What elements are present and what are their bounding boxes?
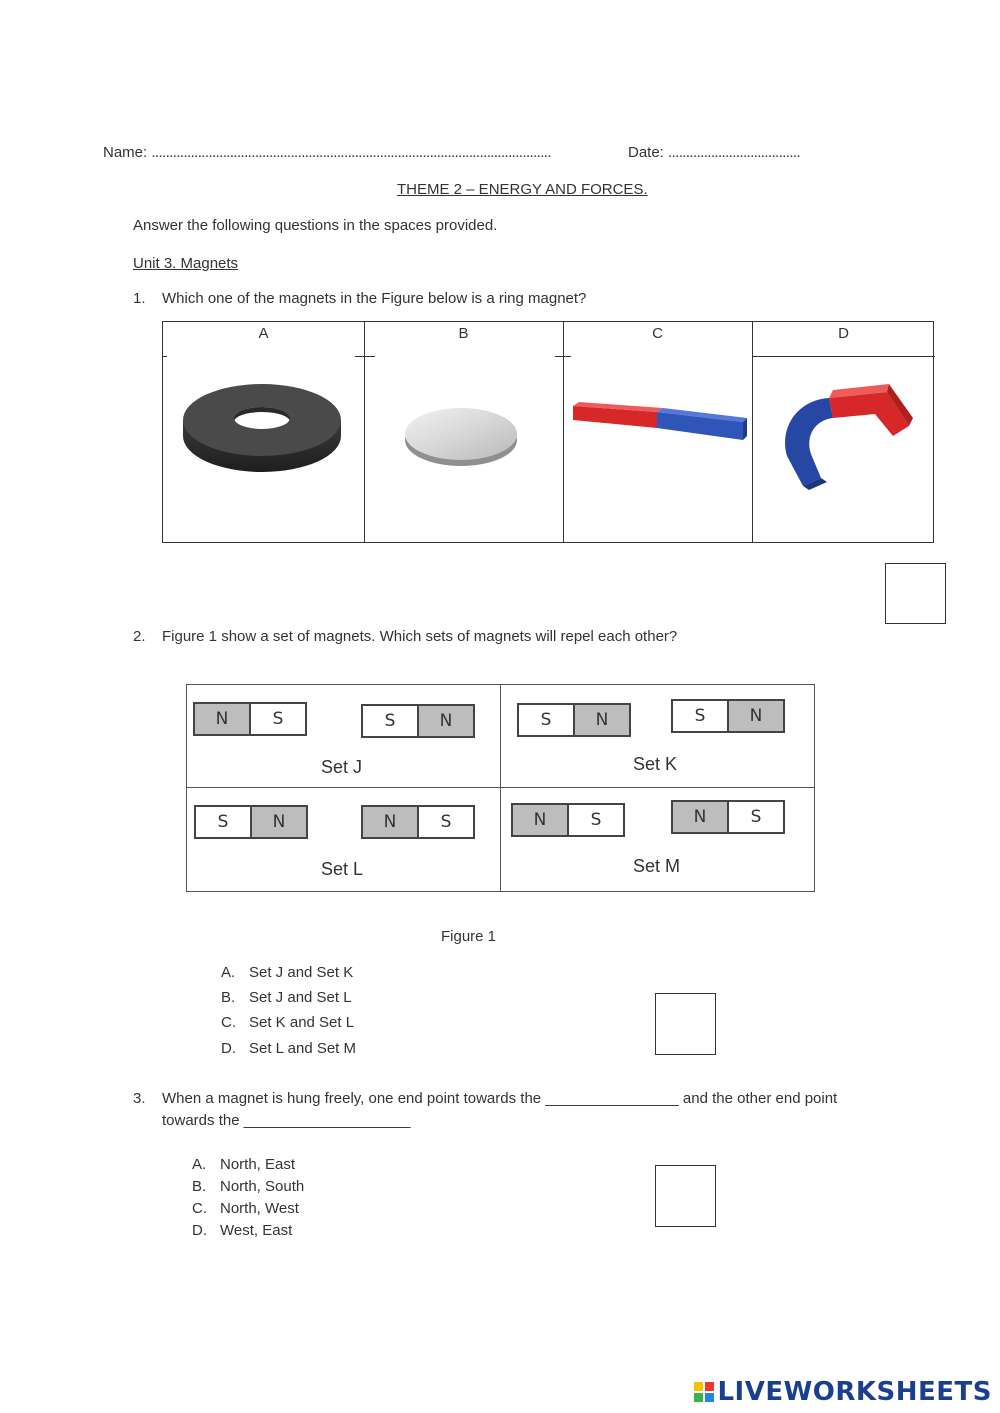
horseshoe-magnet-image (767, 378, 917, 498)
set-l-magnet-1 (194, 805, 308, 839)
set-l-magnet-2 (361, 805, 475, 839)
option-text: Set J and Set K (249, 964, 354, 981)
liveworksheets-logo (694, 1377, 992, 1407)
pole: N (727, 701, 783, 731)
option-letter: B. (221, 989, 236, 1006)
q3-line-2: towards the ____________________ (162, 1112, 411, 1129)
figure-1 (186, 684, 815, 892)
set-k-magnet-2 (671, 699, 785, 733)
logo-mark-icon (694, 1382, 714, 1402)
q3-answer-box[interactable] (655, 1165, 716, 1227)
pole: S (567, 805, 623, 835)
q1-col-c: C (652, 325, 663, 342)
set-l-label: Set L (321, 859, 364, 879)
set-m-magnet-1 (511, 803, 625, 837)
logo-text: LIVEWORKSHEETS (717, 1377, 992, 1407)
bar-magnet-image (569, 398, 747, 454)
pole: N (363, 807, 417, 837)
pole: N (195, 704, 249, 734)
q1-figure-table (162, 321, 934, 543)
option-text: North, South (220, 1178, 305, 1195)
theme-title: THEME 2 – ENERGY AND FORCES. (397, 181, 648, 198)
pole: S (519, 705, 573, 735)
q1-col-b: B (458, 325, 469, 342)
option-text: Set K and Set L (249, 1014, 355, 1031)
q1-answer-box[interactable] (885, 563, 946, 624)
q2-text: Figure 1 show a set of magnets. Which sets of magnets will repel each other? (162, 628, 678, 645)
option-text: North, West (220, 1200, 299, 1217)
option-text: Set L and Set M (249, 1040, 357, 1057)
q2-option-a[interactable] (221, 964, 353, 981)
option-text: West, East (220, 1222, 293, 1239)
name-label: Name: (103, 144, 148, 161)
ring-magnet-image (177, 374, 347, 474)
date-dots: ..................................... (668, 144, 801, 161)
option-letter: A. (221, 964, 236, 981)
q2-option-b[interactable] (221, 989, 352, 1006)
q3-line-1: When a magnet is hung freely, one end point towards the ________________ and the other end point (162, 1090, 838, 1107)
option-letter: B. (192, 1178, 207, 1195)
q1-col-d: D (838, 325, 849, 342)
option-letter: C. (221, 1014, 236, 1031)
pole: S (673, 701, 727, 731)
option-letter: A. (192, 1156, 207, 1173)
set-j-label: Set J (321, 757, 363, 777)
set-m-label: Set M (633, 856, 681, 876)
option-letter: D. (192, 1222, 207, 1239)
option-letter: D. (221, 1040, 236, 1057)
name-dots: ................................................................................................................ (151, 144, 551, 161)
q2-option-d[interactable] (221, 1040, 356, 1057)
q1-number: 1. (133, 290, 146, 307)
option-text: North, East (220, 1156, 296, 1173)
pole: N (673, 802, 727, 832)
q3-option-b[interactable] (192, 1178, 304, 1195)
pole: N (417, 706, 473, 736)
pole: N (250, 807, 306, 837)
q3-option-a[interactable] (192, 1156, 295, 1173)
set-j-magnet-1 (193, 702, 307, 736)
q3-option-c[interactable] (192, 1200, 299, 1217)
option-text: Set J and Set L (249, 989, 352, 1006)
q3-option-d[interactable] (192, 1222, 292, 1239)
pole: N (513, 805, 567, 835)
set-j-magnet-2 (361, 704, 475, 738)
figure-1-caption: Figure 1 (441, 928, 497, 945)
q2-option-c[interactable] (221, 1014, 354, 1031)
pole: N (573, 705, 629, 735)
q1-col-a: A (258, 325, 269, 342)
date-line (628, 144, 800, 161)
disc-magnet-image (399, 400, 529, 470)
set-m-magnet-2 (671, 800, 785, 834)
set-k-magnet-1 (517, 703, 631, 737)
option-letter: C. (192, 1200, 207, 1217)
pole: S (363, 706, 417, 736)
set-k-label: Set K (633, 754, 678, 774)
name-line (103, 144, 551, 161)
date-label: Date: (628, 144, 664, 161)
pole: S (196, 807, 250, 837)
pole: S (727, 802, 783, 832)
q2-number: 2. (133, 628, 146, 645)
instructions: Answer the following questions in the spaces provided. (133, 217, 498, 234)
unit-title: Unit 3. Magnets (133, 255, 239, 272)
pole: S (417, 807, 473, 837)
q1-text: Which one of the magnets in the Figure below is a ring magnet? (162, 290, 587, 307)
q2-answer-box[interactable] (655, 993, 716, 1055)
q3-number: 3. (133, 1090, 146, 1107)
pole: S (249, 704, 305, 734)
